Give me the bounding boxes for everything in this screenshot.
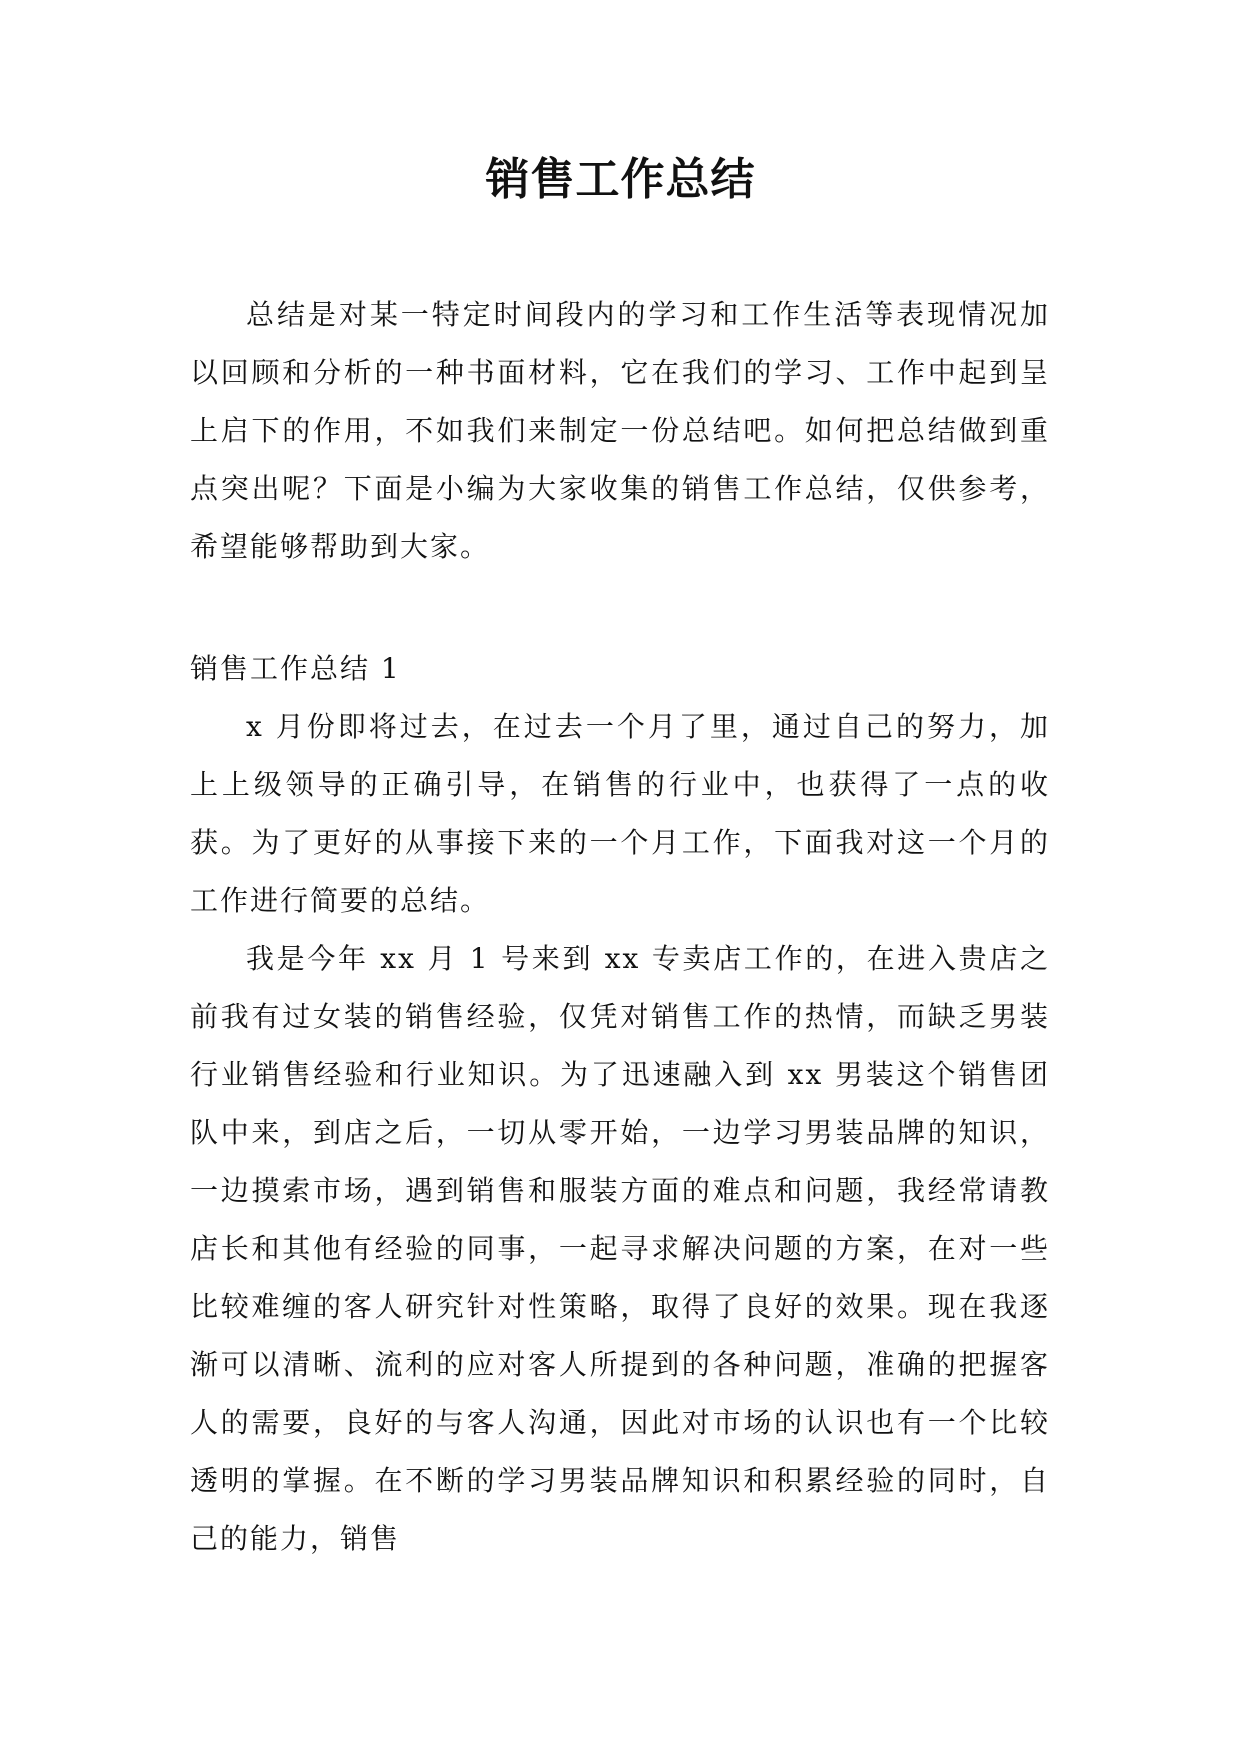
section-heading: 销售工作总结 1 xyxy=(190,652,401,685)
document-title: 销售工作总结 xyxy=(485,154,756,205)
intro-paragraph: 总结是对某一特定时间段内的学习和工作生活等表现情况加以回顾和分析的一种书面材料，它在我们的学习、工作中起到呈上启下的作用，不如我们来制定一份总结吧。如何把总结做到重点突出呢？下面是小编为大家收集的销售工作总结，仅供参考，希望能够帮助到大家。 xyxy=(190,298,1050,563)
intro-block xyxy=(190,286,1050,576)
section-paragraph-2: 我是今年 xx 月 1 号来到 xx 专卖店工作的，在进入贵店之前我有过女装的销售经验，仅凭对销售工作的热情，而缺乏男装行业销售经验和行业知识。为了迅速融入到 xx 男装这个销售团队中来，到店之后，一切从零开始，一边学习男装品牌的知识，一边摸索市场，遇到销售和服装方面的难点和问题，我经常请教店长和其他有经验的同事，一起寻求解决问题的方案，在对一些比较难缠的客人研究针对性策略，取得了良好的效果。现在我逐渐可以清晰、流利的应对客人所提到的各种问题，准确的把握客人的需要，良好的与客人沟通，因此对市场的认识也有一个比较透明的掌握。在不断的学习男装品牌知识和积累经验的同时，自己的能力，销售 xyxy=(190,942,1050,1555)
section-paragraph-1: x 月份即将过去，在过去一个月了里，通过自己的努力，加上上级领导的正确引导，在销售的行业中，也获得了一点的收获。为了更好的从事接下来的一个月工作，下面我对这一个月的工作进行简要的总结。 xyxy=(190,710,1050,917)
section-block xyxy=(190,640,1050,1568)
